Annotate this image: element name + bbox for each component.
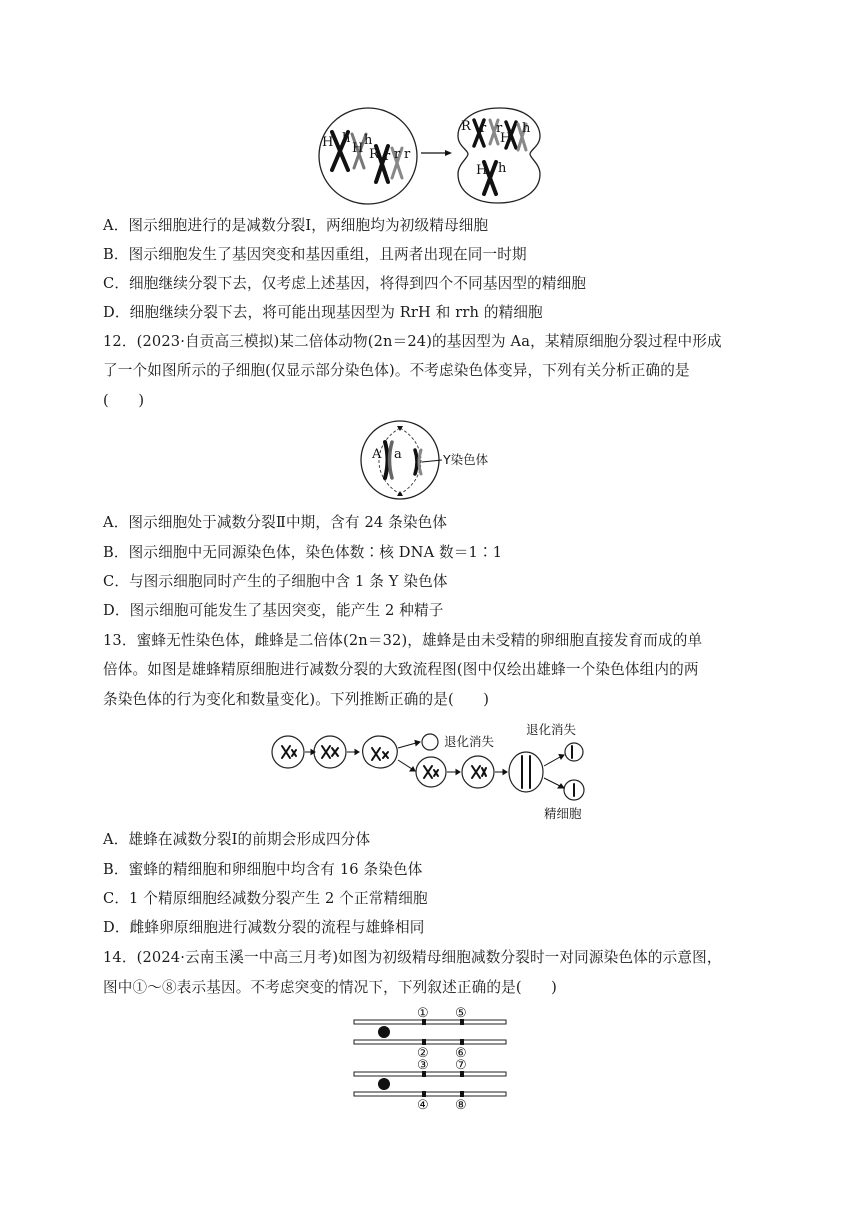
- q11-option-d[interactable]: D．细胞继续分裂下去，将可能出现基因型为 RrH 和 rrh 的精细胞: [103, 304, 543, 321]
- q14-stem-line: 图中①～⑧表示基因。不考虑突变的情况下，下列叙述正确的是( ): [103, 979, 558, 996]
- q11-label: R: [369, 147, 379, 162]
- q12-label-gene-a: A: [372, 447, 382, 462]
- q14-gene-label: ⑥: [455, 1046, 467, 1061]
- q14-gene-label: ③: [417, 1058, 429, 1073]
- q13-cell-5: [462, 756, 494, 788]
- q11-label: R: [461, 119, 471, 134]
- q11-option-c[interactable]: C．细胞继续分裂下去，仅考虑上述基因，将得到四个不同基因型的精细胞: [103, 275, 587, 292]
- q12-label-y: Y染色体: [443, 452, 489, 467]
- q11-label: r: [496, 121, 503, 136]
- q14-gene-label: ①: [417, 1006, 429, 1021]
- q13-stem-line: 条染色体的行为变化和数量变化)。下列推断正确的是( ): [103, 691, 490, 708]
- q13-arrows: [305, 741, 564, 789]
- q14-gene-label: ⑤: [455, 1006, 467, 1021]
- q12-option-d[interactable]: D．图示细胞可能发生了基因突变，能产生 2 种精子: [103, 602, 444, 619]
- q14-stem-line: 14．(2024·云南玉溪一中高三月考)如图为初级精母细胞减数分裂时一对同源染色体的示意图，: [103, 949, 722, 966]
- q13-option-b[interactable]: B．蜜蜂的精细胞和卵细胞中均含有 16 条染色体: [103, 861, 423, 878]
- q13-cell-2: [314, 736, 346, 768]
- q11-label: H: [322, 135, 334, 150]
- q14-gene-label: ⑦: [455, 1058, 467, 1073]
- q13-cell-3: [363, 736, 398, 768]
- q13-chromosomes: [282, 746, 574, 796]
- q12-stem-line: 12．(2023·自贡高三模拟)某二倍体动物(2n＝24)的基因型为 Aa，某精原细胞分裂过程中形成: [103, 333, 722, 350]
- q11-label: r: [404, 147, 411, 162]
- q13-cell-1: [272, 736, 304, 768]
- q14-gene-label: ⑧: [455, 1098, 467, 1112]
- q11-label: h: [522, 121, 531, 136]
- q14-gene-label: ④: [417, 1098, 429, 1112]
- q13-label-degenerate: 退化消失: [444, 734, 495, 749]
- q12-label-gene-a-lower: a: [394, 447, 402, 462]
- q11-arrow: [421, 150, 452, 156]
- q13-stem-line: 13．蜜蜂无性染色体，雌蜂是二倍体(2n＝32)，雄蜂是由未受精的卵细胞直接发育而成的单: [103, 632, 703, 649]
- q12-y-chromosome: [415, 450, 421, 474]
- q13-option-d[interactable]: D．雌蜂卵原细胞进行减数分裂的流程与雄蜂相同: [103, 919, 425, 936]
- q12-option-a[interactable]: A．图示细胞处于减数分裂Ⅱ中期，含有 24 条染色体: [103, 514, 448, 531]
- q13-label-sperm: 精细胞: [544, 806, 582, 821]
- q14-figure: [350, 1006, 510, 1112]
- q11-label: h: [342, 131, 351, 146]
- q13-stem-line: 倍体。如图是雄蜂精原细胞进行减数分裂的大致流程图(图中仅绘出雄蜂一个染色体组内的两: [103, 661, 699, 678]
- q11-label: r: [384, 149, 391, 164]
- q13-polar-body-1: [422, 734, 438, 750]
- q13-option-c[interactable]: C．1 个精原细胞经减数分裂产生 2 个正常精细胞: [103, 890, 428, 907]
- q13-figure: [268, 722, 598, 826]
- q14-gene-label: ②: [417, 1046, 429, 1061]
- q12-option-b[interactable]: B．图示细胞中无同源染色体，染色体数∶核 DNA 数＝1∶1: [103, 544, 503, 561]
- q13-label-degenerate: 退化消失: [526, 722, 577, 737]
- q11-option-b[interactable]: B．图示细胞发生了基因突变和基因重组，且两者出现在同一时期: [103, 246, 527, 263]
- q11-label: H: [476, 163, 488, 178]
- q11-label: h: [498, 161, 507, 176]
- q11-label: h: [364, 133, 373, 148]
- q11-label: H: [500, 131, 512, 146]
- q11-label: r: [480, 121, 487, 136]
- q12-option-c[interactable]: C．与图示细胞同时产生的子细胞中含 1 条 Y 染色体: [103, 573, 448, 590]
- q13-cell-6: [509, 752, 543, 792]
- q12-figure: [360, 420, 510, 502]
- q11-cell-left: [319, 108, 417, 204]
- q11-figure: [318, 106, 548, 206]
- q11-label: H: [352, 141, 364, 156]
- q14-chromatids: [354, 1020, 506, 1096]
- q12-stem-line: 了一个如图所示的子细胞(仅显示部分染色体)。不考虑染色体变异，下列有关分析正确的是: [103, 362, 690, 379]
- q12-stem-line: ( ): [103, 392, 145, 409]
- q13-cell-4: [416, 757, 446, 787]
- q11-label: r: [394, 147, 401, 162]
- q13-polar-body-2: [565, 743, 583, 761]
- q13-option-a[interactable]: A．雄蜂在减数分裂Ⅰ的前期会形成四分体: [103, 831, 371, 848]
- q14-centromeres: [378, 1026, 390, 1090]
- q11-option-a[interactable]: A．图示细胞进行的是减数分裂Ⅰ，两细胞均为初级精母细胞: [103, 217, 489, 234]
- q12-chromosome-aa: [385, 442, 392, 478]
